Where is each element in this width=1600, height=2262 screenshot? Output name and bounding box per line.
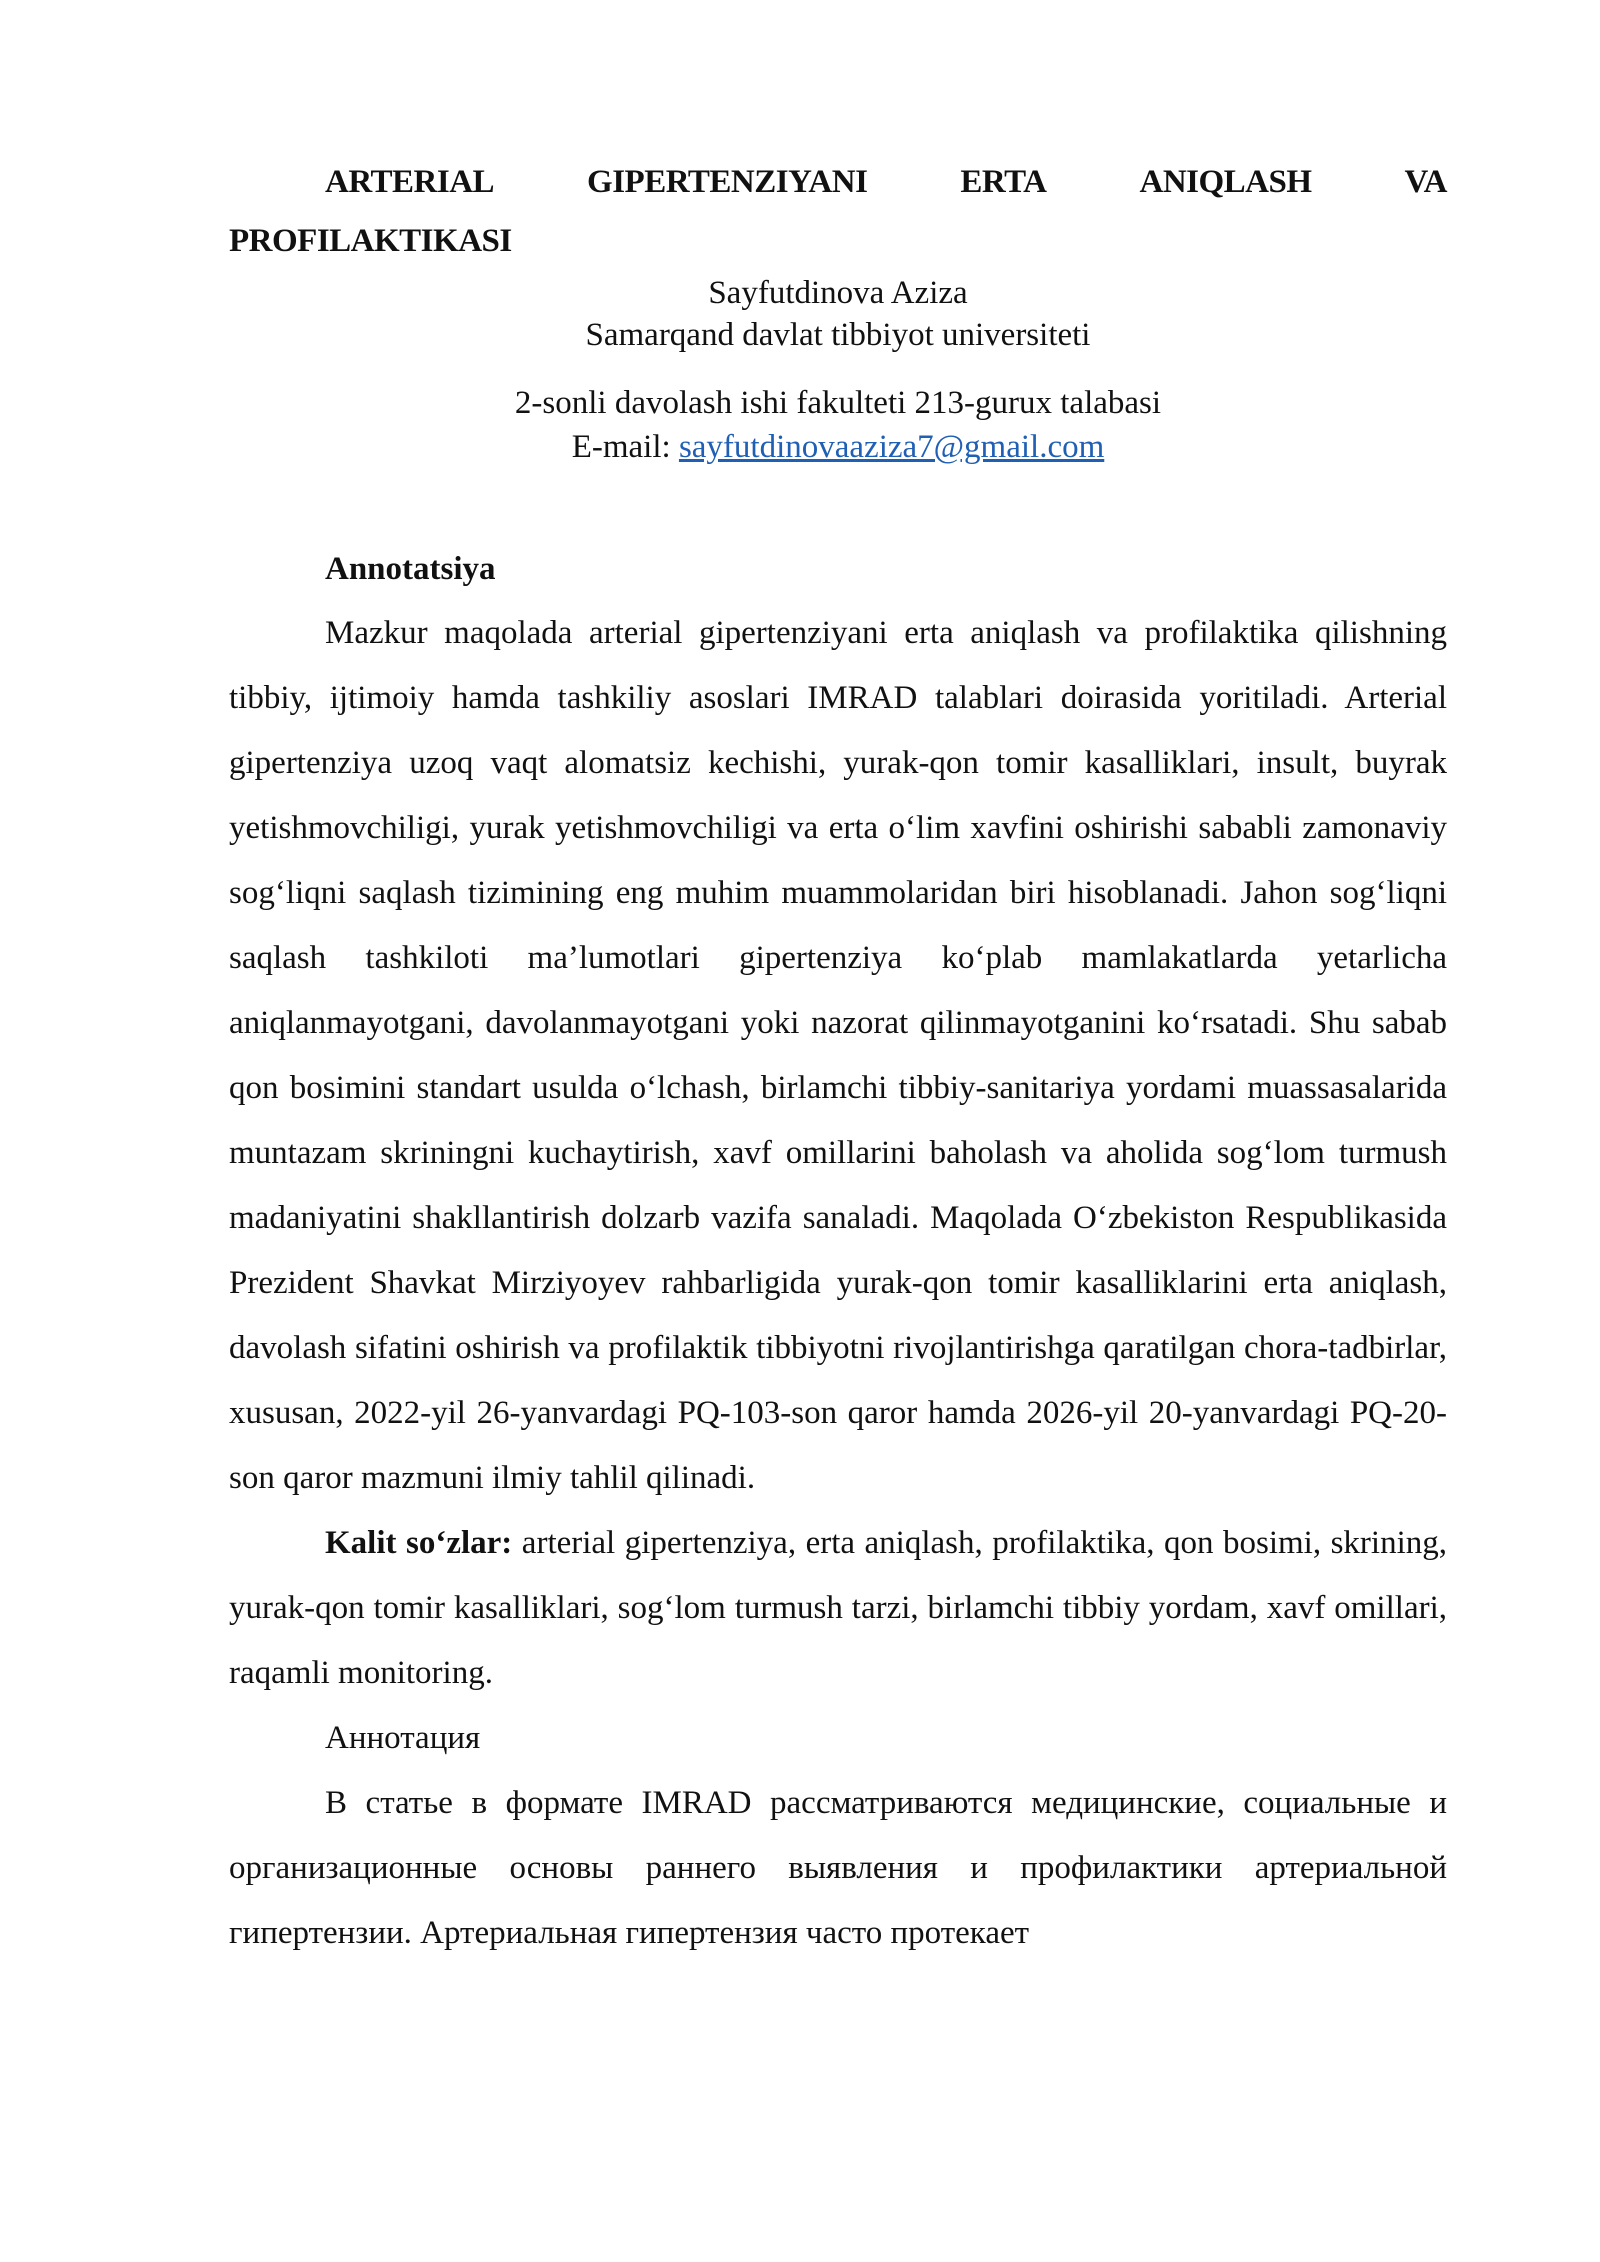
email-label: E-mail:	[571, 429, 679, 465]
author-faculty: 2-sonli davolash ishi fakulteti 213-gurux talabasi	[514, 385, 1162, 421]
title-word: GIPERTENZIYANI	[587, 164, 868, 200]
title-line-1	[229, 150, 1447, 215]
author-email-line	[229, 423, 1447, 471]
title-line-2: PROFILAKTIKASI	[229, 223, 512, 259]
title-word: VA	[1404, 164, 1447, 200]
keywords-text: arterial gipertenziya, erta aniqlash, profilaktika, qon bosimi, skrining, yurak-qon tomir kasalliklari, sog‘lom turmush tarzi, birlamchi tibbiy yordam, xavf omillari, raqamli monitoring.	[229, 1525, 1447, 1691]
ru-annotation-heading: Аннотация	[325, 1720, 481, 1756]
ru-annotation-text: В статье в формате IMRAD рассматриваются медицинские, социальные и организационные основы раннего выявления и профилактики артериальной гипертензии. Артериальная гипертензия часто протекает	[229, 1785, 1447, 1951]
author-name: Sayfutdinova Aziza	[708, 275, 968, 311]
author-university: Samarqand davlat tibbiyot universiteti	[585, 317, 1091, 353]
title-word: ERTA	[960, 164, 1047, 200]
annotation-text: Mazkur maqolada arterial gipertenziyani erta aniqlash va profilaktika qilishning tibbiy, ijtimoiy hamda tashkiliy asoslari IMRAD talablari doirasida yoritiladi. Arterial gipertenziya uzoq vaqt alomatsiz kechishi, yurak-qon tomir kasalliklari, insult, buyrak yetishmovchiligi, yurak yetishmovchiligi va erta o‘lim xavfini oshirishi sababli zamonaviy sog‘liqni saqlash tizimining eng muhim muammolaridan biri hisoblanadi. Jahon sog‘liqni saqlash tashkiloti ma’lumotlari gipertenziya ko‘plab mamlakatlarda yetarlicha aniqlanmayotgani, davolanmayotgani yoki nazorat qilinmayotganini ko‘rsatadi. Shu sabab qon bosimini standart usulda o‘lchash, birlamchi tibbiy-sanitariya yordami muassasalarida muntazam skriningni kuchaytirish, xavf omillarini baholash va aholida sog‘lom turmush madaniyatini shakllantirish dolzarb vazifa sanaladi. Maqolada O‘zbekiston Respublikasida Prezident Shavkat Mirziyoyev rahbarligida yurak-qon tomir kasalliklarini erta aniqlash, davolash sifatini oshirish va profilaktik tibbiyotni rivojlantirishga qaratilgan chora-tadbirlar, xususan, 2022-yil 26-yanvardagi PQ-103-son qaror hamda 2026-yil 20-yanvardagi PQ-20-son qaror mazmuni ilmiy tahlil qilinadi.	[229, 615, 1447, 1496]
document-page	[229, 150, 1447, 1966]
annotation-heading: Annotatsiya	[325, 551, 496, 587]
keywords-paragraph	[229, 1511, 1447, 1706]
keywords-label: Kalit so‘zlar:	[325, 1525, 513, 1561]
title-word: ANIQLASH	[1139, 164, 1312, 200]
title-word: ARTERIAL	[325, 164, 495, 200]
email-link[interactable]: sayfutdinovaaziza7@gmail.com	[678, 429, 1105, 465]
